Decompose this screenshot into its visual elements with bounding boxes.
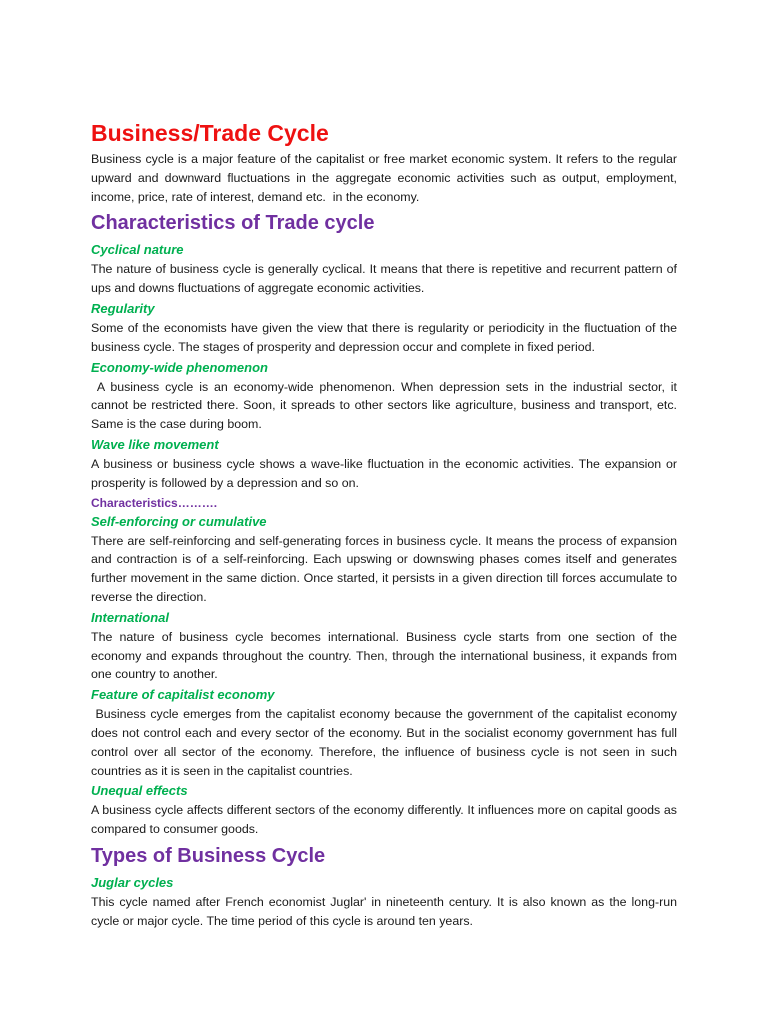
paragraph-self-enforcing: There are self-reinforcing and self-generating forces in business cycle. It means the process of expansion and contraction is of a self-reinforcing. Each upswing or downswing phases comes itself and generates further movement in the same diction. Once started, it persists in a given direction till forces accumulate to reverse the direction. xyxy=(91,533,681,604)
document-page xyxy=(91,116,681,931)
document-title: Business/Trade Cycle xyxy=(91,120,329,146)
characteristics-continued-label: Characteristics………. xyxy=(91,495,218,510)
paragraph-juglar-cycles: This cycle named after French economist Juglar' in nineteenth century. It is also known as the long-run cycle or major cycle. The time period of this cycle is around ten years. xyxy=(91,894,681,928)
paragraph-capitalist-economy: Business cycle emerges from the capitalist economy because the government of the capitalist economy does not control each and every sector of the economy. But in the socialist economy government has full control over all sector of the economy. Therefore, the influence of business cycle is not seen in such countries as it is seen in the capitalist countries. xyxy=(91,707,681,778)
subheading-economy-wide: Economy-wide phenomenon xyxy=(91,359,268,375)
paragraph-unequal-effects: A business cycle affects different sectors of the economy differently. It influences more on capital goods as compared to consumer goods. xyxy=(91,803,681,837)
paragraph-regularity: Some of the economists have given the view that there is regularity or periodicity in the fluctuation of the business cycle. The stages of prosperity and depression occur and complete in fixed period. xyxy=(91,320,681,354)
subheading-regularity: Regularity xyxy=(91,300,155,316)
subheading-cyclical-nature: Cyclical nature xyxy=(91,242,184,258)
paragraph-economy-wide: A business cycle is an economy-wide phenomenon. When depression sets in the industrial sector, it cannot be restricted there. Soon, it spreads to other sectors like agriculture, business and transport, etc. Same is the case during boom. xyxy=(91,379,681,432)
intro-paragraph: Business cycle is a major feature of the capitalist or free market economic system. It refers to the regular upward and downward fluctuations in the aggregate economic activities such as output, employment, income, price, rate of interest, demand etc. in the economy. xyxy=(91,152,681,204)
subheading-capitalist-economy: Feature of capitalist economy xyxy=(91,687,275,703)
subheading-self-enforcing: Self-enforcing or cumulative xyxy=(91,513,267,529)
subheading-wave-like: Wave like movement xyxy=(91,436,219,452)
types-heading: Types of Business Cycle xyxy=(91,844,326,867)
subheading-international: International xyxy=(91,609,170,625)
paragraph-cyclical-nature: The nature of business cycle is generally cyclical. It means that there is repetitive and recurrent pattern of ups and downs fluctuations of aggregate economic activities. xyxy=(91,262,681,296)
subheading-unequal-effects: Unequal effects xyxy=(91,783,188,799)
paragraph-wave-like: A business or business cycle shows a wave-like fluctuation in the economic activities. The expansion or prosperity is followed by a depression and so on. xyxy=(91,456,681,490)
characteristics-heading: Characteristics of Trade cycle xyxy=(91,212,375,235)
paragraph-international: The nature of business cycle becomes international. Business cycle starts from one section of the economy and expands throughout the country. Then, through the international business, it expands from one country to another. xyxy=(91,629,681,682)
subheading-juglar-cycles: Juglar cycles xyxy=(91,874,174,890)
